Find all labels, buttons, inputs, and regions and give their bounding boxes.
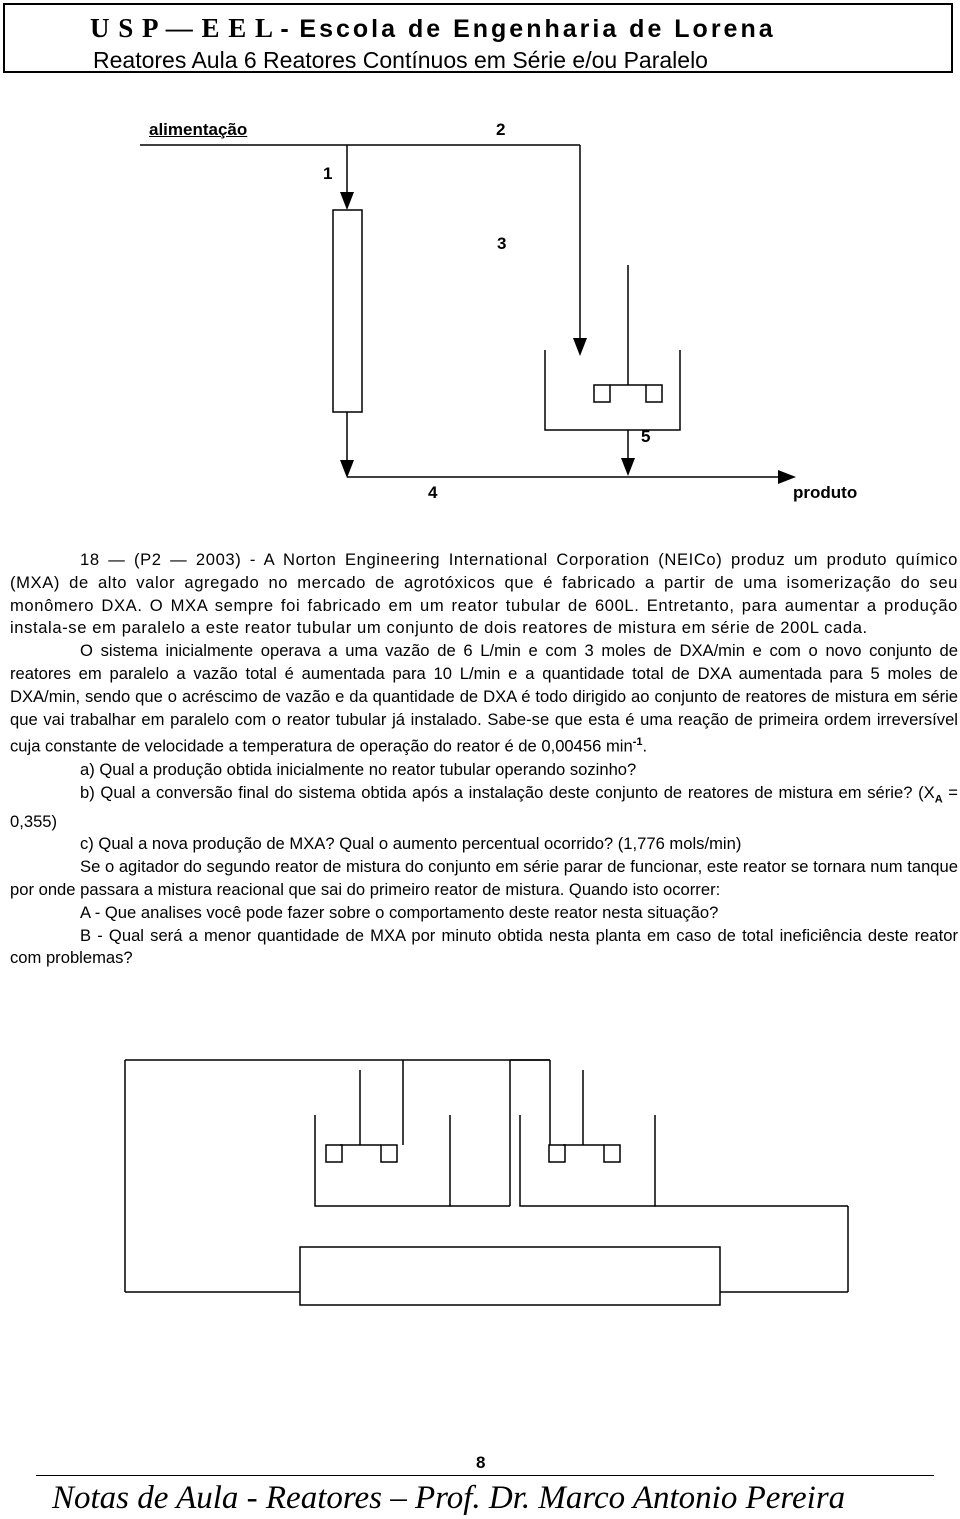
problem-paragraph-2-end: . [642, 736, 648, 756]
question-capital-a: A - Que analises você pode fazer sobre o comportamento deste reator nesta situação? [80, 902, 719, 922]
header-subtitle: Reatores Aula 6 Reatores Contínuos em Série e/ou Paralelo [93, 47, 708, 73]
sketch-cstr1-blade-left [326, 1145, 342, 1162]
footer-title: Notas de Aula - Reatores – Prof. Dr. Marco Antonio Pereira [52, 1480, 846, 1516]
parallel-series-sketch [0, 1030, 960, 1310]
sketch-cstr2-blade-left [549, 1145, 565, 1162]
header-dash: — [165, 13, 194, 43]
label-alimentacao: alimentação [149, 120, 248, 139]
question-b [10, 782, 958, 834]
sketch-tubular-reactor [300, 1247, 720, 1305]
cstr-tank [545, 350, 680, 430]
label-stream-4: 4 [428, 483, 438, 502]
question-b-text: b) Qual a conversão final do sistema obtida após a instalação deste conjunto de reatores de mistura em série? (X [80, 782, 935, 802]
label-stream-5: 5 [641, 427, 651, 446]
problem-paragraph-2 [10, 640, 958, 759]
agitator-blade-right [646, 385, 662, 402]
tubular-reactor [333, 210, 362, 412]
sketch-cstr1-tank [315, 1115, 450, 1206]
sketch-cstr2-blade-right [604, 1145, 620, 1162]
header-eel: E E L [201, 13, 273, 43]
product-arrow [778, 470, 796, 484]
exponent: -1 [632, 736, 643, 749]
problem-paragraph-2-text: O sistema inicialmente operava a uma vazão de 6 L/min e com 3 moles de DXA/min e com o novo conjunto de reatores em paralelo a vazão total é aumentada para 10 L/min e a quantidade total de DXA aumentada para 5 moles de DXA/min, sendo que o acréscimo de vazão e da quantidade de DXA é todo dirigido ao conjunto de reatores de mistura em série que vai trabalhar em paralelo com o reator tubular já instalado. Sabe-se que esta é uma reação de primeira ordem irreversível cuja constante de velocidade a temperatura de operação do reator é de 0,00456 min [10, 641, 958, 756]
cstr-outlet-arrow [621, 458, 635, 476]
label-stream-3: 3 [497, 234, 507, 253]
question-capital-b: B - Qual será a menor quantidade de MXA por minuto obtida nesta planta em caso de total ineficiência deste reator com problemas? [10, 925, 958, 968]
problem-text [10, 549, 958, 970]
label-stream-1: 1 [323, 164, 333, 183]
page-number: 8 [476, 1453, 486, 1472]
label-stream-2: 2 [496, 120, 506, 139]
question-a: a) Qual a produção obtida inicialmente no reator tubular operando sozinho? [80, 759, 637, 779]
problem-paragraph-3: Se o agitador do segundo reator de mistura do conjunto em série parar de funcionar, este reator se tornara num tanque por onde passara a mistura reacional que sai do primeiro reator de mistura. Quando isto ocorrer: [10, 857, 958, 899]
label-produto: produto [793, 483, 858, 502]
subscript-a: A [934, 792, 943, 805]
sketch-cstr1-blade-right [381, 1145, 397, 1162]
sketch-cstr2-tank [520, 1115, 655, 1206]
header-dash-2: - [280, 15, 292, 43]
pfr-inlet-arrow [340, 192, 354, 210]
problem-paragraph-1: 18 — (P2 — 2003) - A Norton Engineering International Corporation (NEICo) produz um produto químico (MXA) de alto valor agregado no mercado de agrotóxicos que é fabricado a partir de uma isomerização do seu monômero DXA. O MXA sempre foi fabricado em um reator tubular de 600L. Entretanto, para aumentar a produção instala-se em paralelo a este reator tubular um conjunto de dois reatores de mistura em série de 200L cada. [10, 550, 958, 638]
header-school-name: Escola de Engenharia de Lorena [299, 15, 776, 43]
header-usp: U S P [90, 13, 159, 43]
cstr-inlet-arrow [573, 338, 587, 356]
pfr-outlet-arrow [340, 460, 354, 478]
question-c: c) Qual a nova produção de MXA? Qual o aumento percentual ocorrido? (1,776 mols/min) [80, 834, 742, 854]
reactor-flow-diagram [0, 0, 960, 520]
question-b-answer: = 0,355) [10, 782, 958, 831]
footer-divider [36, 1475, 934, 1476]
agitator-blade-left [594, 385, 610, 402]
